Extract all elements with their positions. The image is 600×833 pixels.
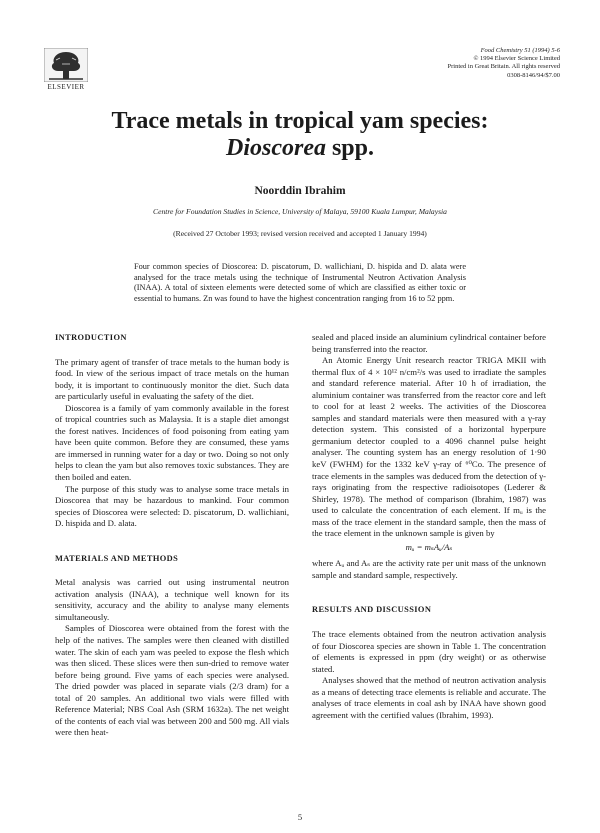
author-affiliation: Centre for Foundation Studies in Science, University of Malaya, 59100 Kuala Lumpur, Malaysia	[153, 207, 447, 216]
methods-paragraph-1: Metal analysis was carried out using instrumental neutron activation analysis (INAA), a technique well known for its sensitivity, accuracy and the ability to analyse many elements simultaneously.	[55, 577, 289, 622]
received-dates: (Received 27 October 1993; revised version received and accepted 1 January 1994)	[173, 229, 427, 238]
results-heading: RESULTS AND DISCUSSION	[312, 605, 432, 615]
intro-paragraph-1: The primary agent of transfer of trace metals to the human body is food. In view of the serious impact of trace metals on the human body, it is important to continuously monitor the diet. Such data are particularly useful in evaluating the safety of the diet.	[55, 356, 289, 402]
title-suffix: spp.	[325, 135, 375, 161]
intro-paragraph-3: The purpose of this study was to analyse some trace metals in Dioscorea that may be hazardous to mankind. Four common species of Dioscorea were selected: D. piscatorum, D. wallichiani, D. hispida and D. alata.	[55, 483, 289, 529]
right-column	[312, 332, 546, 721]
article-title	[0, 108, 600, 162]
methods-paragraph-2-continued: sealed and placed inside an aluminium cylindrical container before being transferred into the reactor.	[312, 332, 546, 354]
author-name: Noorddin Ibrahim	[254, 185, 346, 197]
results-paragraph-1: The trace elements obtained from the neutron activation analysis of four Dioscorea species are shown in Table 1. The concentration of elements is expressed in ppm (dry weight) or as otherwise stated.	[312, 629, 546, 674]
title-line-1: Trace metals in tropical yam species:	[111, 108, 489, 134]
methods-paragraph-3: An Atomic Energy Unit research reactor TRIGA MKII with thermal flux of 4 × 10¹² n/cm²/s was used to irradiate the samples and standard reference material. After 10 h of irradiation, the aluminium container was transferred from the reactor core and left to cool for at least 2 weeks. The activities of the Dioscorea samples and standard materials were then measured with a γ-ray detection system. This consisted of a horizontal hyperpure germanium detector coupled to a 4096 channel pulse height analyser. The counting system has an energy resolution of 1·90 keV (FWHM) for the 1332 keV γ-ray of ⁶⁰Co. The presence of trace elements in the samples was deduced from the detection of γ-rays originating from the respective radioisotopes (Lederer & Shirley, 1978). The method of comparison (Ibrahim, 1987) was used to calculate the concentration of each element. If mᵤ is the mass of the trace element in the standard sample, then the mass of the trace element in the unknown sample is given by	[312, 355, 546, 539]
title-line-2	[0, 135, 600, 162]
journal-citation: Food Chemistry 51 (1994) 5-6	[480, 47, 560, 54]
issn-line: 0308-8146/94/$7.00	[507, 71, 560, 79]
results-paragraph-2: Analyses showed that the method of neutron activation analysis as a means of detecting trace elements is reliable and accurate. The analyses of trace elements in coal ash by INAA have shown good agreement with the certified values (Ibrahim, 1993).	[312, 675, 546, 720]
journal-metadata	[448, 47, 560, 80]
introduction-heading: INTRODUCTION	[55, 333, 127, 342]
intro-paragraph-2: Dioscorea is a family of yam commonly available in the forest of tropical countries such as Malaysia. It is a staple diet amongst the forest natives. Incidences of food poisoning from eating yam have been quite common. Before they are consumed, these yams are immersed in running water for a day or two. Doing so not only helps to clean the yam but also removes toxic substances. They are then boiled and eaten.	[55, 402, 289, 483]
elsevier-tree-icon	[44, 48, 88, 82]
methods-heading: MATERIALS AND METHODS	[55, 553, 179, 563]
page-number: 5	[297, 812, 303, 822]
publisher-name: ELSEVIER	[47, 83, 85, 91]
left-column	[55, 332, 289, 739]
publisher-logo	[40, 48, 92, 91]
abstract: Four common species of Dioscorea: D. piscatorum, D. wallichiani, D. hispida and D. alata were analysed for the trace metals using the technique of Instrumental Neutron Activation Analysis (INAA). A total of sixteen elements were detected some of which are classified as either toxic or essential to humans. Zn was found to have the highest concentration ranging from 16 to 52 ppm.	[134, 262, 466, 303]
printed-line: Printed in Great Britain. All rights reserved	[447, 63, 560, 71]
methods-paragraph-2: Samples of Dioscorea were obtained from the forest with the help of the natives. The samples were then cleaned with distilled water. The skin of each yam was peeled to expose the flesh which was then sliced. These slices were then sun-dried to remove water before being ground. Five yams of each species were analysed. The dried powder was placed in separate vials (2/3 dram) for a total of 20 samples. An additional two vials were filled with Reference Material; NBS Coal Ash (SRM 1632a). The net weight of the contents of each vial was between 200 and 500 mg. All vials were then heat-	[55, 623, 289, 738]
title-genus: Dioscorea	[225, 135, 326, 161]
equation-explanation: where Aᵤ and Aₛ are the activity rate per unit mass of the unknown sample and standard sample, respectively.	[312, 558, 546, 580]
copyright-line: © 1994 Elsevier Science Limited	[473, 55, 560, 63]
mass-equation: mᵤ = mₛAᵤ/Aₛ	[405, 541, 453, 552]
